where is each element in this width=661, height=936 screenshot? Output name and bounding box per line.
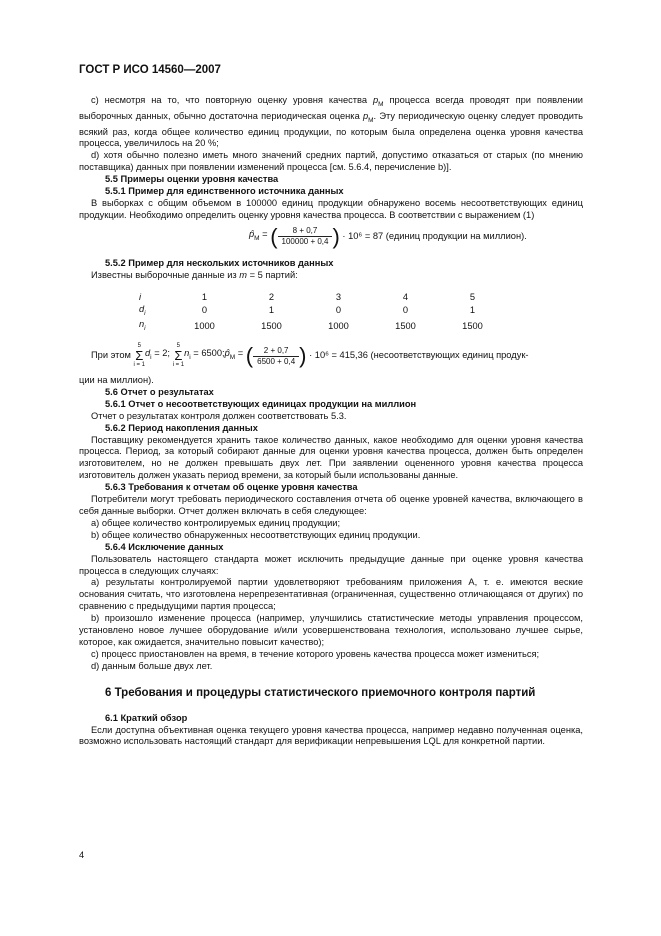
- paragraph-5-5-1: В выборках с общим объемом в 100000 единиц продукции обнаружено восемь несоответствующих единиц продукции. Необходимо определить оценку уровня качества процесса. В соответствии с выражением (1): [79, 197, 583, 220]
- page-content: [79, 95, 583, 748]
- list-item: b) общее количество обнаруженных несоответствующих единиц продукции.: [91, 529, 421, 540]
- row-label: $n_i$: [139, 319, 146, 333]
- pm-sub: M: [378, 100, 384, 108]
- heading-5-6-2: 5.6.2 Период накопления данных: [105, 422, 258, 433]
- page-number: 4: [79, 850, 85, 860]
- list-item: b) произошло изменение процесса (например, улучшились статистические методы управления процессом, установлено новое лучшее оборудование и/или усовершенствована технология, использовано лучшее сырье, которое, как ожидается, значительно повысит качество);: [79, 613, 583, 647]
- item-c-text3: . Эту периодическую оценку следует проводить всякий раз, когда общее количество единиц продукции, по которым была определена оценка уровня качества процесса, увеличилось на 20 %;: [79, 110, 583, 149]
- table-cell: 1000: [194, 321, 215, 332]
- formula2-denominator: 6500 + 0,4: [257, 356, 296, 366]
- paragraph-6-1: Если доступна объективная оценка текущего уровня качества процесса, например недавно полученная оценка, возможно использовать настоящий стандарт для верификации непревышения LQL для конкретной партии.: [79, 724, 583, 747]
- formula2-result: · 10⁶ = 415,36 (несоответствующих единиц продук-: [309, 350, 529, 361]
- pm-sub-2: M: [368, 116, 374, 124]
- formula2-continuation: ции на миллион).: [79, 375, 154, 386]
- paragraph-5-5-2-text2: = 5 партий:: [247, 269, 298, 280]
- formula2-numerator: 2 + 0,7: [253, 346, 299, 357]
- table-row: [139, 304, 506, 320]
- formula-2: При этом 5 Σ $i = 1d_i = 2$; 5 Σ $i = 1n_i$ = $6500;p̂_M$ = ( $\frac{2 + 0,7}{6500 + 0,4}$ ) · 10⁶ = 415,36 (несоответствующих единиц продук-: [91, 343, 529, 369]
- table-cell: 1: [268, 305, 275, 316]
- paragraph-5-6-4: Пользователь настоящего стандарта может исключить предыдущие данные при оценке уровня качества процесса в следующих случаях:: [79, 553, 583, 576]
- paragraph-5-5-2-text: Известны выборочные данные из: [91, 269, 240, 280]
- table-cell: 3: [335, 291, 342, 302]
- table-cell: 5: [469, 291, 476, 302]
- formula-1: $p̂_M$ = ( $\frac{8 + 0,7}{100000 + 0,4}$ ) · 10⁶ = 87 (единиц продукции на миллион).: [249, 223, 527, 249]
- paragraph-5-6-2: Поставщику рекомендуется хранить такое количество данных, какое необходимо для оценки уровня качества процесса. Период, за который собирают данные для оценки уровня качества процесса, должен быть определен изготовителем, но не должен превышать двух лет. При заявлении оцененного уровня качества процесса изготовитель должен указать период времени, за который были использованы данные.: [79, 434, 583, 481]
- table-cell: 4: [402, 291, 409, 302]
- formula2-fraction: [253, 346, 299, 367]
- document-header: ГОСТ Р ИСО 14560—2007: [79, 64, 221, 76]
- sum-n: 5 Σ i = 1: [172, 343, 185, 369]
- table-cell: 1500: [395, 321, 416, 332]
- table-cell: 0: [201, 305, 208, 316]
- heading-5-5-2: 5.5.2 Пример для нескольких источников данных: [105, 257, 334, 268]
- formula1-lhs-sub: M: [254, 234, 260, 242]
- heading-5-5-1: 5.5.1 Пример для единственного источника данных: [105, 186, 344, 197]
- paragraph-5-5-2-m: m: [239, 269, 248, 280]
- heading-5-5: 5.5 Примеры оценки уровня качества: [105, 174, 279, 185]
- formula1-denominator: 100000 + 0,4: [281, 237, 329, 247]
- heading-5-6-3: 5.6.3 Требования к отчетам об оценке уровня качества: [105, 482, 358, 493]
- item-c-label: c): [91, 95, 99, 105]
- formula2-prefix: При этом: [91, 350, 131, 361]
- paragraph-5-6-1: Отчет о результатах контроля должен соответствовать 5.3.: [91, 410, 347, 421]
- table-cell: 1: [469, 305, 476, 316]
- item-d-label: d): [91, 150, 100, 161]
- table-cell: 1: [201, 291, 208, 302]
- paragraph-5-6-3: Потребители могут требовать периодического составления отчета об оценке уровней качества, включающего в себя данные выборки. Отчет должен включать в себя следующее:: [79, 494, 583, 516]
- item-d: [79, 150, 583, 174]
- heading-5-6-4: 5.6.4 Исключение данных: [105, 541, 224, 552]
- row-label: i: [139, 291, 142, 302]
- table-cell: 0: [402, 305, 409, 316]
- table-cell: 1500: [261, 321, 282, 332]
- item-c: [79, 95, 583, 150]
- list-item: a) общее количество контролируемых единиц продукции;: [91, 517, 341, 528]
- table-cell: 1000: [328, 321, 349, 332]
- table-cell: 1500: [462, 321, 483, 332]
- pm-symbol-2: p: [362, 110, 369, 121]
- paragraph-5-5-2: [79, 270, 583, 282]
- formula1-lhs: p̂: [249, 228, 255, 239]
- heading-5-6: 5.6 Отчет о результатах: [105, 386, 214, 397]
- list-item: a) результаты контролируемой партии удовлетворяют требованиям приложения A, т. е. имеются веские основания считать, что изготовлена нерепрезентативная (ограниченная, существенно отличающаяся от других) по сравнению с предыдущими партия процесса;: [79, 577, 583, 612]
- formula1-numerator: 8 + 0,7: [278, 226, 333, 237]
- item-c-text1: несмотря на то, что повторную оценку уровня качества: [104, 95, 373, 105]
- item-d-text: хотя обычно полезно иметь много значений средних партий, допустимо отказаться от старых (по мнению поставщика) данных при появлении изменений процесса [см. 5.6.4, перечисление b)].: [79, 150, 583, 173]
- formula1-rhs: · 10⁶ = 87 (единиц продукции на миллион).: [342, 230, 527, 241]
- row-label: $d_i$: [139, 303, 146, 317]
- table-row: [139, 319, 506, 335]
- heading-5-6-1: 5.6.1 Отчет о несоответствующих единицах продукции на миллион: [105, 398, 417, 409]
- list-item: d) данным больше двух лет.: [91, 660, 213, 671]
- list-item: c) процесс приостановлен на время, в течение которого уровень качества процесса может измениться;: [91, 648, 540, 659]
- sum-d: 5 Σ i = 1: [133, 343, 145, 369]
- table-cell: 0: [335, 305, 342, 316]
- formula1-fraction: [278, 226, 333, 247]
- pm-symbol: p: [372, 95, 379, 105]
- sample-data-table: [139, 292, 506, 335]
- heading-6-1: 6.1 Краткий обзор: [105, 712, 188, 723]
- table-row: [139, 292, 506, 304]
- table-cell: 2: [268, 291, 275, 302]
- item-c-text2: процесса всегда проводят при появлении выборочных данных, обычно достаточна периодическая оценка: [79, 95, 583, 121]
- heading-6: 6 Требования и процедуры статистического приемочного контроля партий: [105, 686, 536, 699]
